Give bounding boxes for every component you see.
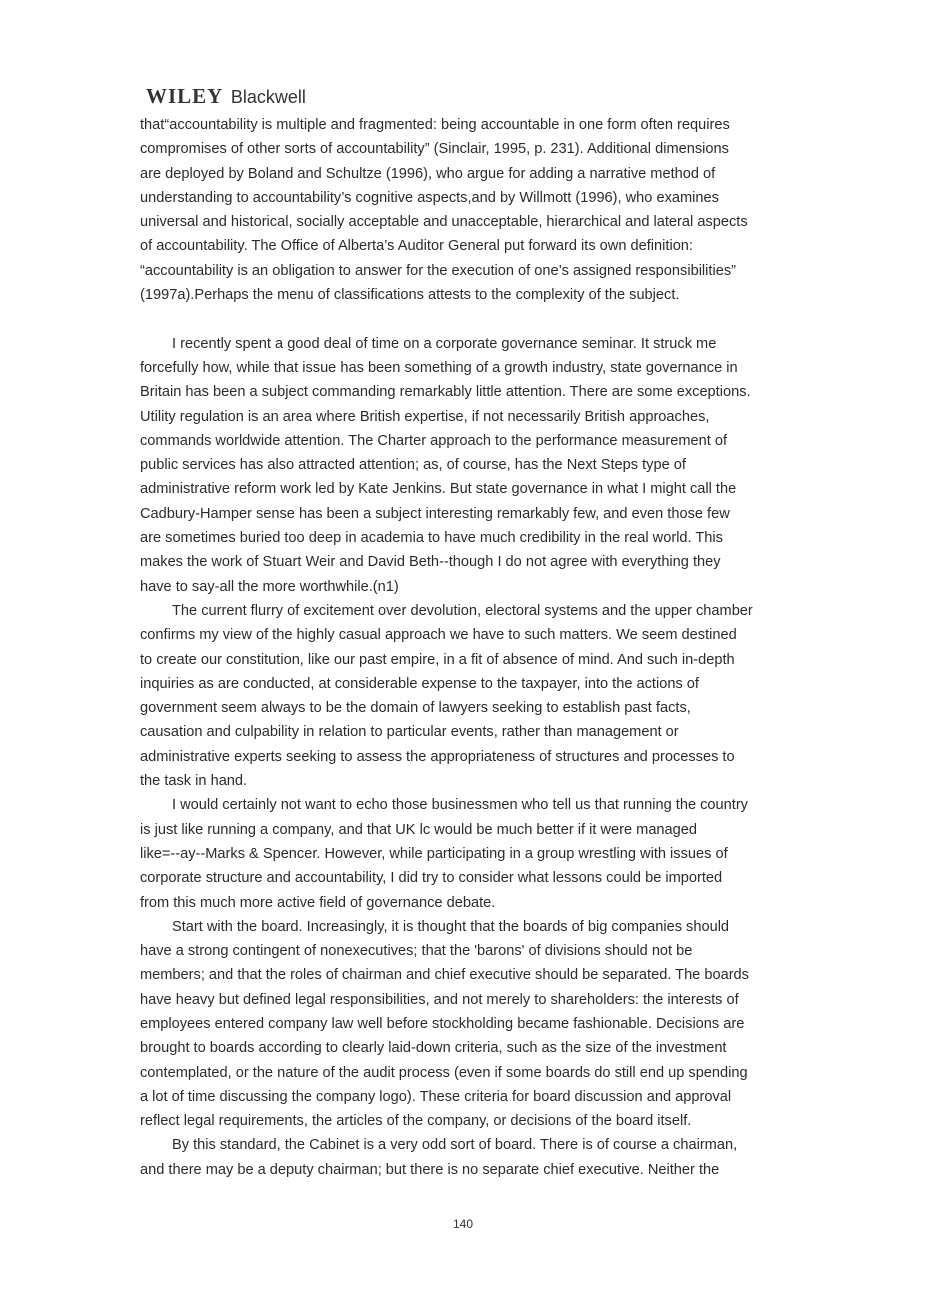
text-line: inquiries as are conducted, at considerable expense to the taxpayer, into the actions of	[140, 675, 699, 692]
paragraph-first-line: The current flurry of excitement over devolution, electoral systems and the upper chamber	[172, 602, 753, 619]
text-line: understanding to accountability’s cognitive aspects,and by Willmott (1996), who examines	[140, 189, 719, 206]
text-line: have heavy but defined legal responsibilities, and not merely to shareholders: the interests of	[140, 991, 739, 1008]
text-line: (1997a).Perhaps the menu of classifications attests to the complexity of the subject.	[140, 287, 680, 304]
text-line: Utility regulation is an area where British expertise, if not necessarily British approaches,	[140, 408, 710, 425]
paragraph-first-line: I recently spent a good deal of time on a corporate governance seminar. It struck me	[172, 335, 717, 352]
text-line: commands worldwide attention. The Charter approach to the performance measurement of	[140, 432, 728, 449]
text-line: members; and that the roles of chairman and chief executive should be separated. The boards	[140, 967, 749, 984]
publisher-logo	[146, 84, 306, 106]
paragraph-gap	[140, 307, 792, 331]
text-line: public services has also attracted attention; as, of course, has the Next Steps type of	[140, 457, 686, 474]
text-line: administrative experts seeking to assess the appropriateness of structures and processes to	[140, 748, 735, 765]
text-line: from this much more active field of governance debate.	[140, 894, 496, 911]
text-line: the task in hand.	[140, 773, 248, 790]
text-line: that“accountability is multiple and fragmented: being accountable in one form often requires	[140, 117, 730, 133]
paragraph-first-line: By this standard, the Cabinet is a very odd sort of board. There is of course a chairman,	[172, 1137, 738, 1154]
text-line: a lot of time discussing the company logo). These criteria for board discussion and approval	[140, 1088, 732, 1105]
document-body	[140, 113, 792, 1182]
text-line: Cadbury-Hamper sense has been a subject interesting remarkably few, and even those few	[140, 505, 730, 522]
page-number: 140	[452, 1217, 474, 1231]
text-line: Britain has been a subject commanding remarkably little attention. There are some exceptions.	[140, 384, 751, 401]
text-line: administrative reform work led by Kate Jenkins. But state governance in what I might call the	[140, 481, 737, 498]
logo-blackwell-text: Blackwell	[230, 87, 306, 107]
text-line: confirms my view of the highly casual approach we have to such matters. We seem destined	[140, 627, 737, 644]
text-line: have a strong contingent of nonexecutives; that the 'barons' of divisions should not be	[140, 943, 693, 960]
text-line: reflect legal requirements, the articles of the company, or decisions of the board itself.	[140, 1113, 692, 1130]
text-line: brought to boards according to clearly laid-down criteria, such as the size of the investment	[140, 1040, 727, 1057]
text-line: have to say-all the more worthwhile.(n1)	[140, 578, 399, 595]
text-line: of accountability. The Office of Alberta’s Auditor General put forward its own definition:	[140, 238, 693, 255]
text-line: are sometimes buried too deep in academia to have much credibility in the real world. This	[140, 530, 723, 547]
text-line: contemplated, or the nature of the audit process (even if some boards do still end up spending	[140, 1064, 748, 1081]
text-line: forcefully how, while that issue has been something of a growth industry, state governance in	[140, 359, 738, 376]
text-line: and there may be a deputy chairman; but there is no separate chief executive. Neither the	[140, 1161, 720, 1178]
paragraph-first-line: I would certainly not want to echo those businessmen who tell us that running the country	[172, 797, 748, 814]
text-line: to create our constitution, like our past empire, in a fit of absence of mind. And such in-depth	[140, 651, 735, 668]
logo-wiley-text: WILEY	[146, 84, 224, 108]
text-line: like=--ay--Marks & Spencer. However, while participating in a group wrestling with issues of	[140, 845, 728, 862]
paragraph-first-line: Start with the board. Increasingly, it is thought that the boards of big companies should	[172, 918, 730, 935]
text-line: causation and culpability in relation to particular events, rather than management or	[140, 724, 679, 741]
text-line: makes the work of Stuart Weir and David Beth--though I do not agree with everything they	[140, 554, 721, 571]
text-line: universal and historical, socially acceptable and unacceptable, hierarchical and lateral aspects	[140, 214, 748, 231]
text-line: are deployed by Boland and Schultze (1996), who argue for adding a narrative method of	[140, 165, 716, 182]
text-line: “accountability is an obligation to answer for the execution of one’s assigned responsibilities”	[140, 262, 736, 279]
text-line: employees entered company law well before stockholding became fashionable. Decisions are	[140, 1015, 745, 1032]
text-line: is just like running a company, and that UK lc would be much better if it were managed	[140, 821, 698, 838]
text-line: compromises of other sorts of accountability” (Sinclair, 1995, p. 231). Additional dimensions	[140, 141, 729, 158]
text-line: government seem always to be the domain of lawyers seeking to establish past facts,	[140, 700, 691, 717]
text-line: corporate structure and accountability, I did try to consider what lessons could be imported	[140, 870, 723, 887]
